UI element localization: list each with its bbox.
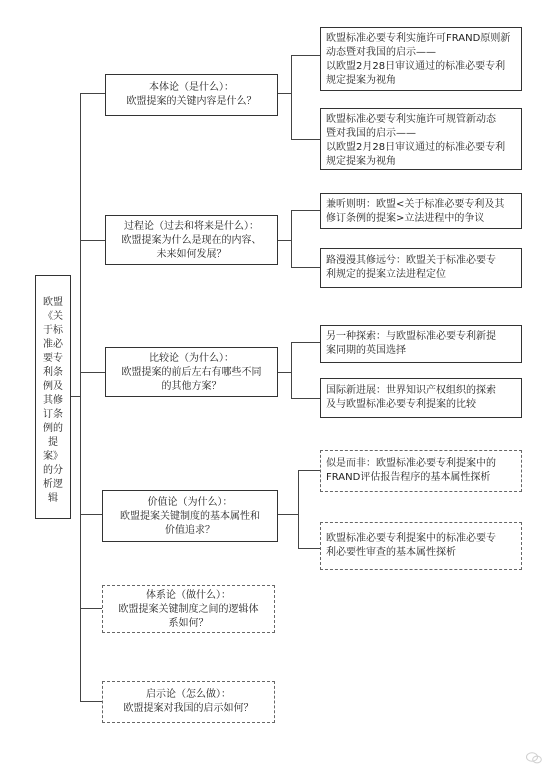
connector-value-child2 — [298, 548, 320, 549]
child-text-line: 国际新进展：世界知识产权组织的探索 — [326, 385, 496, 396]
connector-ontology-child2 — [291, 139, 320, 140]
branch-value-title: 价值论（为什么）： — [147, 497, 233, 508]
connector-comparison-child1 — [291, 342, 320, 343]
root-topic-label: 欧盟 《关 于标 准必 要专 利条 例及 其修 订条 例的 提 案》 的分 析逻 辑 — [43, 297, 63, 504]
child-text-line: 暨对我国的启示—— — [326, 128, 416, 139]
connector-value-child1 — [298, 470, 320, 471]
branch-inspiration-box — [102, 681, 275, 723]
child-text-line: 兼听则明：欧盟<关于标准必要专利及其 — [326, 199, 505, 210]
child-text-line: 利规定的提案立法进程定位 — [326, 269, 446, 280]
connector-process-vertical — [291, 210, 292, 267]
watermark-logo — [526, 752, 545, 764]
connector-trunk-to-comparison — [80, 372, 105, 373]
wechat-logo-icon — [526, 752, 542, 764]
connector-value-vertical — [298, 470, 299, 548]
connector-root-to-trunk — [70, 396, 80, 397]
child-text-line: 动态暨对我国的启示—— — [326, 47, 436, 58]
branch-value-question-1: 欧盟提案关键制度的基本属性和 — [120, 511, 260, 522]
branch-comparison-title: 比较论（为什么）： — [149, 353, 234, 364]
connector-process-child2 — [291, 267, 320, 268]
connector-trunk-to-process — [80, 240, 105, 241]
branch-process-question-1: 欧盟提案为什么是现在的内容、 — [121, 235, 262, 246]
connector-trunk-to-inspiration — [80, 701, 102, 702]
branch-value-question-2: 价值追求？ — [165, 525, 215, 536]
process-child-controversy-box — [320, 193, 522, 229]
connector-trunk-to-ontology — [80, 93, 105, 94]
connector-process-child1 — [291, 210, 320, 211]
comparison-child-uk-box — [320, 325, 522, 363]
branch-inspiration-question: 欧盟提案对我国的启示如何？ — [123, 703, 254, 714]
branch-comparison-question-1: 欧盟提案的前后左右有哪些不同 — [121, 367, 262, 378]
child-text-line: 路漫漫其修远兮：欧盟关于标准必要专 — [326, 255, 496, 266]
connector-main-trunk — [80, 93, 81, 701]
root-topic-box — [35, 275, 71, 519]
branch-comparison-box — [105, 347, 278, 397]
child-text-line: FRAND评估报告程序的基本属性探析 — [326, 472, 491, 483]
connector-ontology-vertical — [291, 55, 292, 139]
connector-comparison-vertical — [291, 342, 292, 398]
branch-ontology-question: 欧盟提案的关键内容是什么？ — [126, 96, 257, 107]
child-text-line: 修订条例的提案>立法进程中的争议 — [326, 213, 485, 224]
branch-system-box — [102, 585, 275, 633]
child-text-line: 欧盟标准必要专利提案中的标准必要专 — [326, 533, 496, 544]
branch-system-question-1: 欧盟提案关键制度之间的逻辑体 — [118, 604, 259, 615]
connector-ontology-out — [278, 93, 291, 94]
branch-value-box — [102, 490, 278, 542]
branch-comparison-question-2: 的其他方案？ — [161, 381, 222, 392]
child-text-line: 以欧盟2月28日审议通过的标准必要专利 — [326, 142, 506, 153]
branch-system-title: 体系论（做什么）： — [146, 590, 231, 601]
branch-system-question-2: 系如何？ — [168, 618, 209, 629]
child-text-line: 规定提案为视角 — [326, 75, 396, 86]
ontology-child-regulation-box — [320, 108, 522, 170]
connector-trunk-to-value — [80, 514, 102, 515]
child-text-line: 另一种探索：与欧盟标准必要专利新提 — [326, 331, 496, 342]
branch-process-title: 过程论（过去和将来是什么）： — [124, 221, 259, 232]
child-text-line: 以欧盟2月28日审议通过的标准必要专利 — [326, 61, 506, 72]
connector-comparison-out — [278, 372, 291, 373]
child-text-line: 案同期的英国选择 — [326, 345, 406, 356]
child-text-line: 欧盟标准必要专利实施许可规管新动态 — [326, 114, 496, 125]
branch-ontology-box — [105, 74, 278, 116]
child-text-line: 欧盟标准必要专利实施许可FRAND原则新 — [326, 33, 511, 44]
connector-trunk-to-system — [80, 608, 102, 609]
branch-ontology-title: 本体论（是什么）： — [149, 82, 234, 93]
child-text-line: 似是而非：欧盟标准必要专利提案中的 — [326, 458, 496, 469]
child-text-line: 及与欧盟标准必要专利提案的比较 — [326, 399, 476, 410]
branch-process-question-2: 未来如何发展？ — [156, 249, 227, 260]
child-text-line: 规定提案为视角 — [326, 156, 396, 167]
child-text-line: 利必要性审查的基本属性探析 — [326, 547, 456, 558]
value-child-essentiality-box — [320, 522, 522, 570]
process-child-legislative-box — [320, 248, 522, 288]
ontology-child-frand-box — [320, 27, 522, 91]
connector-comparison-child2 — [291, 398, 320, 399]
branch-process-box — [105, 215, 278, 265]
connector-process-out — [278, 240, 291, 241]
value-child-frand-report-box — [320, 450, 522, 492]
connector-value-out — [278, 514, 298, 515]
connector-ontology-child1 — [291, 55, 320, 56]
branch-inspiration-title: 启示论（怎么做）： — [146, 689, 231, 700]
comparison-child-wipo-box — [320, 378, 522, 418]
